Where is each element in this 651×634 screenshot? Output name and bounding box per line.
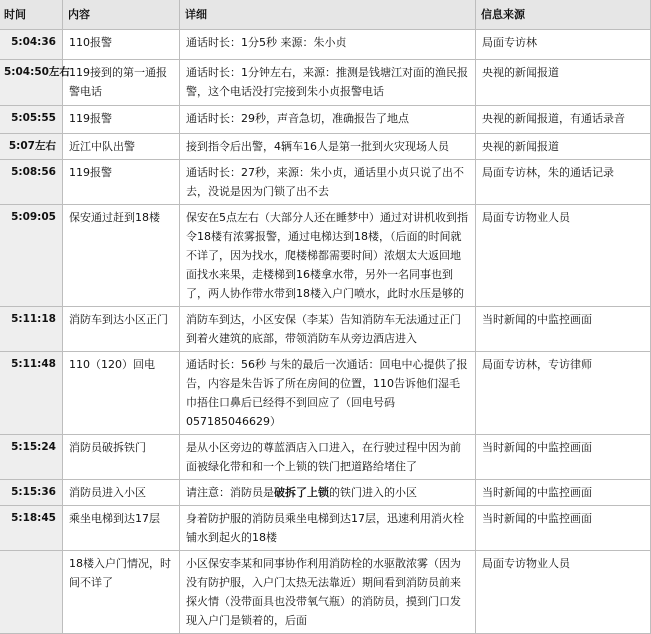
row-detail: 通话时长：1分钟左右，来源：推测是钱塘江对面的渔民报警，这个电话没打完接到朱小贞报警电话 bbox=[180, 60, 476, 106]
header-time: 时间 bbox=[0, 0, 63, 30]
row-content: 119接到的第一通报警电话 bbox=[63, 60, 180, 106]
detail-emphasis: 破拆了上锁 bbox=[274, 486, 329, 499]
table-row bbox=[0, 134, 651, 160]
detail-suffix: 的铁门进入的小区 bbox=[329, 486, 417, 499]
table-header-row bbox=[0, 0, 651, 30]
row-detail: 通话时长：1分5秒 来源：朱小贞 bbox=[180, 30, 476, 60]
row-detail: 接到指令后出警，4辆车16人是第一批到火灾现场人员 bbox=[180, 134, 476, 160]
header-source: 信息来源 bbox=[476, 0, 651, 30]
row-source: 局面专访林，专访律师 bbox=[476, 352, 651, 435]
table-row bbox=[0, 307, 651, 352]
row-detail: 保安在5点左右（大部分人还在睡梦中）通过对讲机收到指令18楼有浓雾报警，通过电梯达到18楼，（后面的时间就不详了，因为找水，爬楼梯都需要时间）浓烟太大返回地面找水来果，走楼梯到16楼拿水带，另外一名同事也到了，两人协作带水带到18楼入户门喷水，此时水压是够的 bbox=[180, 205, 476, 307]
row-detail: 消防车到达，小区安保（李某）告知消防车无法通过正门到着火建筑的底部，带领消防车从旁边酒店进入 bbox=[180, 307, 476, 352]
row-source: 当时新闻的中监控画面 bbox=[476, 307, 651, 352]
table-row bbox=[0, 205, 651, 307]
row-content: 近江中队出警 bbox=[63, 134, 180, 160]
table-row bbox=[0, 106, 651, 134]
row-time: 5:04:50左右 bbox=[0, 60, 63, 106]
row-detail: 小区保安李某和同事协作利用消防栓的水驱散浓雾（因为没有防护服，入户门太热无法靠近）期间看到消防员前来探火情（没带面具也没带氧气瓶）的消防员，摸到门口发现入户门是锁着的，后面 bbox=[180, 551, 476, 634]
row-source: 当时新闻的中监控画面 bbox=[476, 506, 651, 551]
row-content: 110（120）回电 bbox=[63, 352, 180, 435]
row-detail: 是从小区旁边的尊蓝酒店入口进入，在行驶过程中因为前面被绿化带和和一个上锁的铁门把道路给堵住了 bbox=[180, 435, 476, 480]
row-detail bbox=[180, 480, 476, 506]
table-row bbox=[0, 60, 651, 106]
detail-prefix: 请注意：消防员是 bbox=[186, 486, 274, 499]
row-content: 119报警 bbox=[63, 160, 180, 205]
row-content: 乘坐电梯到达17层 bbox=[63, 506, 180, 551]
row-time: 5:09:05 bbox=[0, 205, 63, 307]
row-detail: 通话时长：27秒，来源：朱小贞，通话里小贞只说了出不去，没说是因为门锁了出不去 bbox=[180, 160, 476, 205]
row-detail: 通话时长：29秒，声音急切，准确报告了地点 bbox=[180, 106, 476, 134]
row-source: 局面专访林，朱的通话记录 bbox=[476, 160, 651, 205]
row-source: 当时新闻的中监控画面 bbox=[476, 435, 651, 480]
row-content: 18楼入户门情况，时间不详了 bbox=[63, 551, 180, 634]
table-row bbox=[0, 506, 651, 551]
table-row bbox=[0, 551, 651, 634]
row-time: 5:05:55 bbox=[0, 106, 63, 134]
row-source: 央视的新闻报道 bbox=[476, 60, 651, 106]
row-source: 央视的新闻报道，有通话录音 bbox=[476, 106, 651, 134]
row-content: 119报警 bbox=[63, 106, 180, 134]
row-source: 局面专访物业人员 bbox=[476, 551, 651, 634]
row-time bbox=[0, 551, 63, 634]
row-detail: 身着防护服的消防员乘坐电梯到达17层，迅速利用消火栓铺水到起火的18楼 bbox=[180, 506, 476, 551]
table-row bbox=[0, 160, 651, 205]
row-source: 当时新闻的中监控画面 bbox=[476, 480, 651, 506]
row-content: 保安通过赶到18楼 bbox=[63, 205, 180, 307]
header-detail: 详细 bbox=[180, 0, 476, 30]
row-source: 局面专访林 bbox=[476, 30, 651, 60]
row-content: 消防员破拆铁门 bbox=[63, 435, 180, 480]
row-time: 5:07左右 bbox=[0, 134, 63, 160]
row-time: 5:08:56 bbox=[0, 160, 63, 205]
row-content: 110报警 bbox=[63, 30, 180, 60]
row-time: 5:18:45 bbox=[0, 506, 63, 551]
header-content: 内容 bbox=[63, 0, 180, 30]
table-row bbox=[0, 352, 651, 435]
row-detail: 通话时长：56秒 与朱的最后一次通话：回电中心提供了报告，内容是朱告诉了所在房间的位置，110告诉他们湿毛巾捂住口鼻后已经得不到回应了（回电号码057185046629） bbox=[180, 352, 476, 435]
table-row bbox=[0, 480, 651, 506]
table-row bbox=[0, 30, 651, 60]
row-time: 5:11:18 bbox=[0, 307, 63, 352]
row-time: 5:11:48 bbox=[0, 352, 63, 435]
row-source: 局面专访物业人员 bbox=[476, 205, 651, 307]
row-time: 5:04:36 bbox=[0, 30, 63, 60]
row-source: 央视的新闻报道 bbox=[476, 134, 651, 160]
row-time: 5:15:24 bbox=[0, 435, 63, 480]
row-content: 消防员进入小区 bbox=[63, 480, 180, 506]
row-time: 5:15:36 bbox=[0, 480, 63, 506]
row-content: 消防车到达小区正门 bbox=[63, 307, 180, 352]
table-row bbox=[0, 435, 651, 480]
